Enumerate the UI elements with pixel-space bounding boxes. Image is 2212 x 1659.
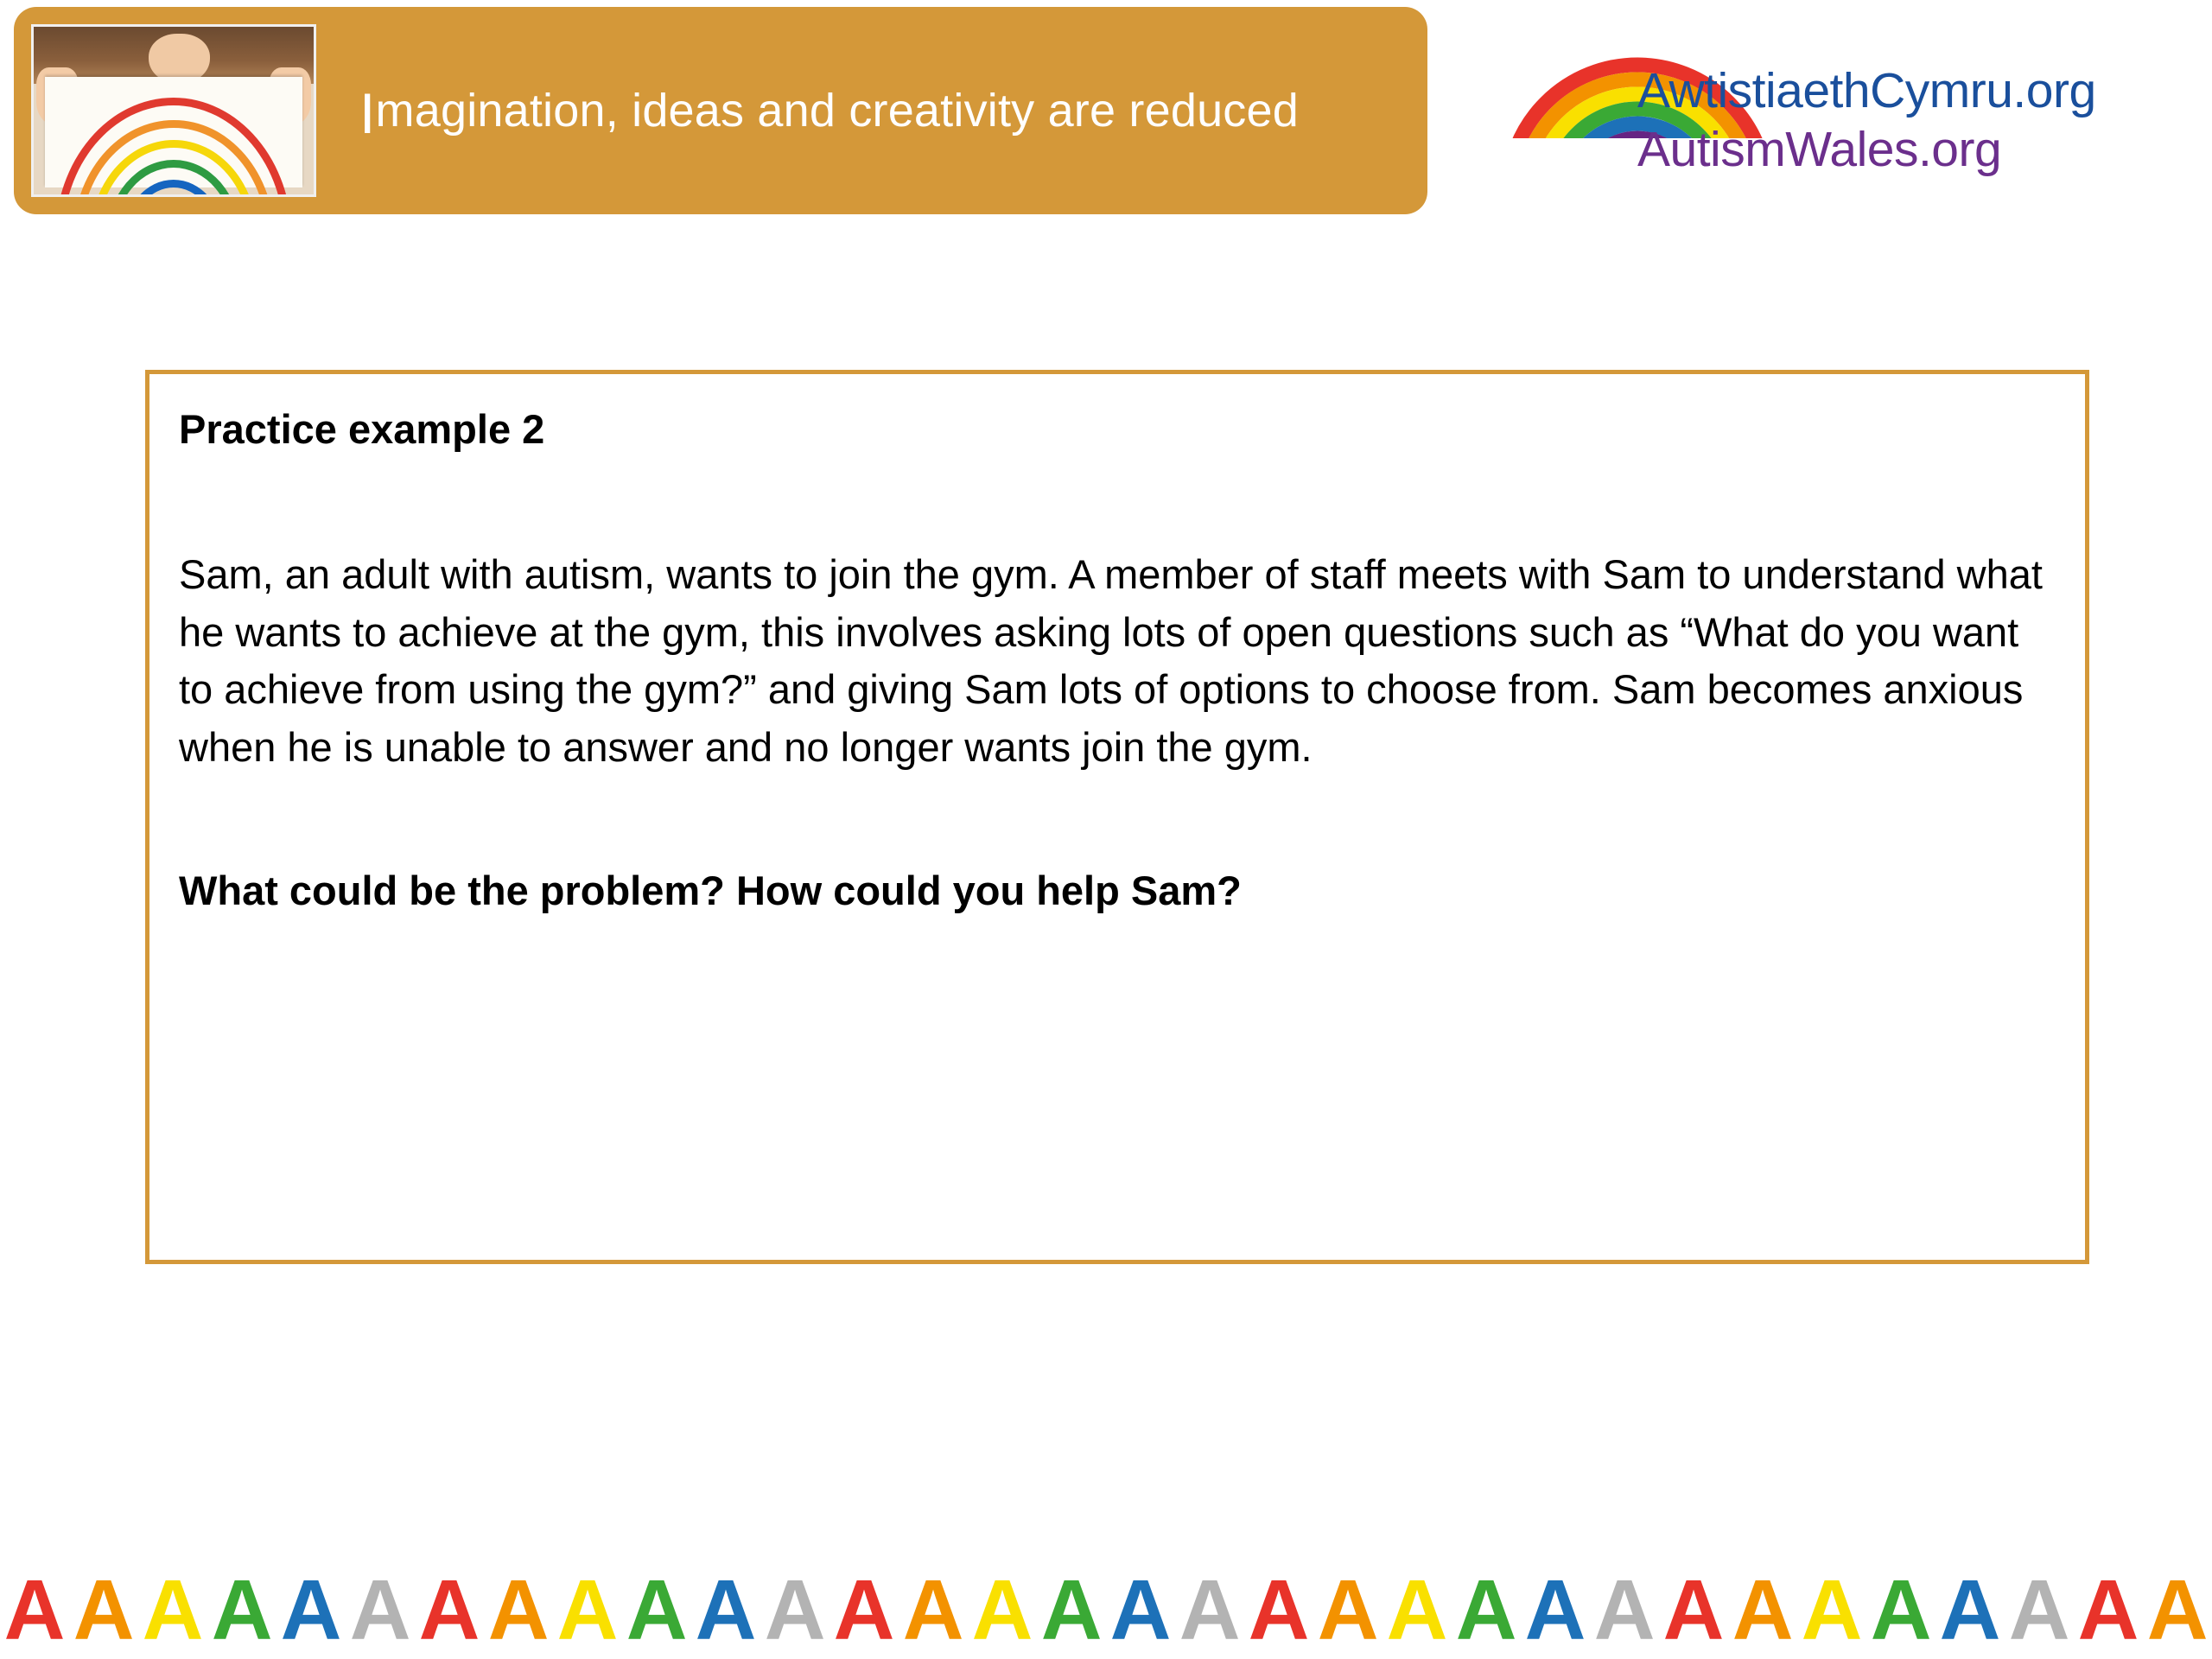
logo-wordmark bbox=[1637, 62, 2096, 178]
letter-a-glyph: A bbox=[1801, 1561, 1863, 1657]
letter-a-glyph: A bbox=[211, 1561, 273, 1657]
footer-pattern-letter bbox=[2005, 1560, 2074, 1659]
logo-line-english bbox=[1637, 121, 2096, 178]
practice-example-box bbox=[145, 370, 2089, 1264]
letter-a-glyph: A bbox=[2146, 1561, 2209, 1657]
footer-pattern-letter bbox=[1936, 1560, 2005, 1659]
letter-a-glyph: A bbox=[1939, 1561, 2001, 1657]
letter-a-glyph: A bbox=[556, 1561, 619, 1657]
footer-pattern-letter bbox=[1106, 1560, 1175, 1659]
logo-line-welsh-main: AwtistiaethCymru bbox=[1637, 63, 2013, 118]
footer-pattern-letter bbox=[1382, 1560, 1452, 1659]
letter-a-glyph: A bbox=[1179, 1561, 1241, 1657]
letter-a-glyph: A bbox=[418, 1561, 480, 1657]
header-banner bbox=[14, 7, 1427, 214]
footer-pattern-letter bbox=[1797, 1560, 1866, 1659]
footer-pattern-letter bbox=[622, 1560, 691, 1659]
letter-a-glyph: A bbox=[1524, 1561, 1586, 1657]
footer-pattern-letter bbox=[69, 1560, 138, 1659]
footer-pattern-letter bbox=[415, 1560, 484, 1659]
autism-wales-logo[interactable] bbox=[1499, 9, 2190, 225]
footer-pattern-letter bbox=[1521, 1560, 1590, 1659]
child-rainbow-photo bbox=[34, 27, 314, 194]
header-title-text: magination, ideas and creativity are reduced bbox=[375, 85, 1299, 137]
logo-line-welsh bbox=[1637, 62, 2096, 119]
letter-a-glyph: A bbox=[1662, 1561, 1725, 1657]
practice-example-question: What could be the problem? How could you help Sam? bbox=[179, 867, 1242, 913]
footer-pattern-letter bbox=[691, 1560, 760, 1659]
footer-pattern-letter bbox=[1728, 1560, 1797, 1659]
footer-pattern-letter bbox=[2143, 1560, 2212, 1659]
letter-a-glyph: A bbox=[833, 1561, 895, 1657]
letter-a-glyph: A bbox=[1732, 1561, 1794, 1657]
letter-a-glyph: A bbox=[1455, 1561, 1517, 1657]
footer-pattern-letter bbox=[1037, 1560, 1106, 1659]
logo-line-welsh-suffix: .org bbox=[2012, 63, 2096, 118]
letter-a-glyph: A bbox=[2077, 1561, 2139, 1657]
logo-line-english-suffix: .org bbox=[1917, 122, 2002, 177]
letter-a-glyph: A bbox=[1109, 1561, 1172, 1657]
footer-pattern-letter bbox=[138, 1560, 207, 1659]
footer-pattern-strip bbox=[0, 1560, 2212, 1659]
painting-paper bbox=[45, 77, 302, 188]
letter-a-glyph: A bbox=[487, 1561, 550, 1657]
letter-a-glyph: A bbox=[73, 1561, 135, 1657]
footer-pattern-letter bbox=[1659, 1560, 1728, 1659]
letter-a-glyph: A bbox=[3, 1561, 66, 1657]
letter-a-glyph: A bbox=[1317, 1561, 1379, 1657]
letter-a-glyph: A bbox=[1040, 1561, 1103, 1657]
letter-a-glyph: A bbox=[764, 1561, 826, 1657]
letter-a-glyph: A bbox=[971, 1561, 1033, 1657]
letter-a-glyph: A bbox=[902, 1561, 964, 1657]
letter-a-glyph: A bbox=[626, 1561, 688, 1657]
footer-pattern-letter bbox=[1244, 1560, 1313, 1659]
letter-a-glyph: A bbox=[1386, 1561, 1448, 1657]
header-title: I magination, ideas and creativity are reduced bbox=[359, 81, 1299, 145]
footer-pattern-letter bbox=[1452, 1560, 1521, 1659]
letter-a-glyph: A bbox=[1248, 1561, 1310, 1657]
footer-pattern-letter bbox=[1175, 1560, 1244, 1659]
footer-pattern-letter bbox=[553, 1560, 622, 1659]
header-thumbnail bbox=[31, 24, 316, 197]
letter-a-glyph: A bbox=[349, 1561, 411, 1657]
letter-a-glyph: A bbox=[695, 1561, 757, 1657]
footer-pattern-letter bbox=[0, 1560, 69, 1659]
letter-a-glyph: A bbox=[2008, 1561, 2070, 1657]
practice-example-body: Sam, an adult with autism, wants to join the gym. A member of staff meets with Sam to understand what he wants to achieve at the gym, this involves asking lots of open questions such as “What do you want to achieve from using the gym?” and giving Sam lots of options to choose from. Sam becomes anxious when he is unable to answer and no longer wants join the gym. bbox=[179, 551, 2043, 771]
footer-pattern-letter bbox=[760, 1560, 830, 1659]
footer-pattern-letter bbox=[276, 1560, 346, 1659]
footer-pattern-letter bbox=[207, 1560, 276, 1659]
footer-pattern-letter bbox=[2074, 1560, 2143, 1659]
footer-pattern-letter bbox=[1866, 1560, 1936, 1659]
footer-pattern-letter bbox=[830, 1560, 899, 1659]
footer-pattern-letter bbox=[484, 1560, 553, 1659]
footer-pattern-letter bbox=[1313, 1560, 1382, 1659]
letter-a-glyph: A bbox=[1593, 1561, 1656, 1657]
footer-pattern-row bbox=[0, 1560, 2212, 1659]
letter-a-glyph: A bbox=[1870, 1561, 1932, 1657]
footer-pattern-letter bbox=[1590, 1560, 1659, 1659]
practice-example-title: Practice example 2 bbox=[179, 406, 545, 452]
letter-a-glyph: A bbox=[142, 1561, 204, 1657]
footer-pattern-letter bbox=[346, 1560, 415, 1659]
footer-pattern-letter bbox=[968, 1560, 1037, 1659]
logo-line-english-main: AutismWales bbox=[1637, 122, 1918, 177]
footer-pattern-letter bbox=[899, 1560, 968, 1659]
letter-a-glyph: A bbox=[280, 1561, 342, 1657]
